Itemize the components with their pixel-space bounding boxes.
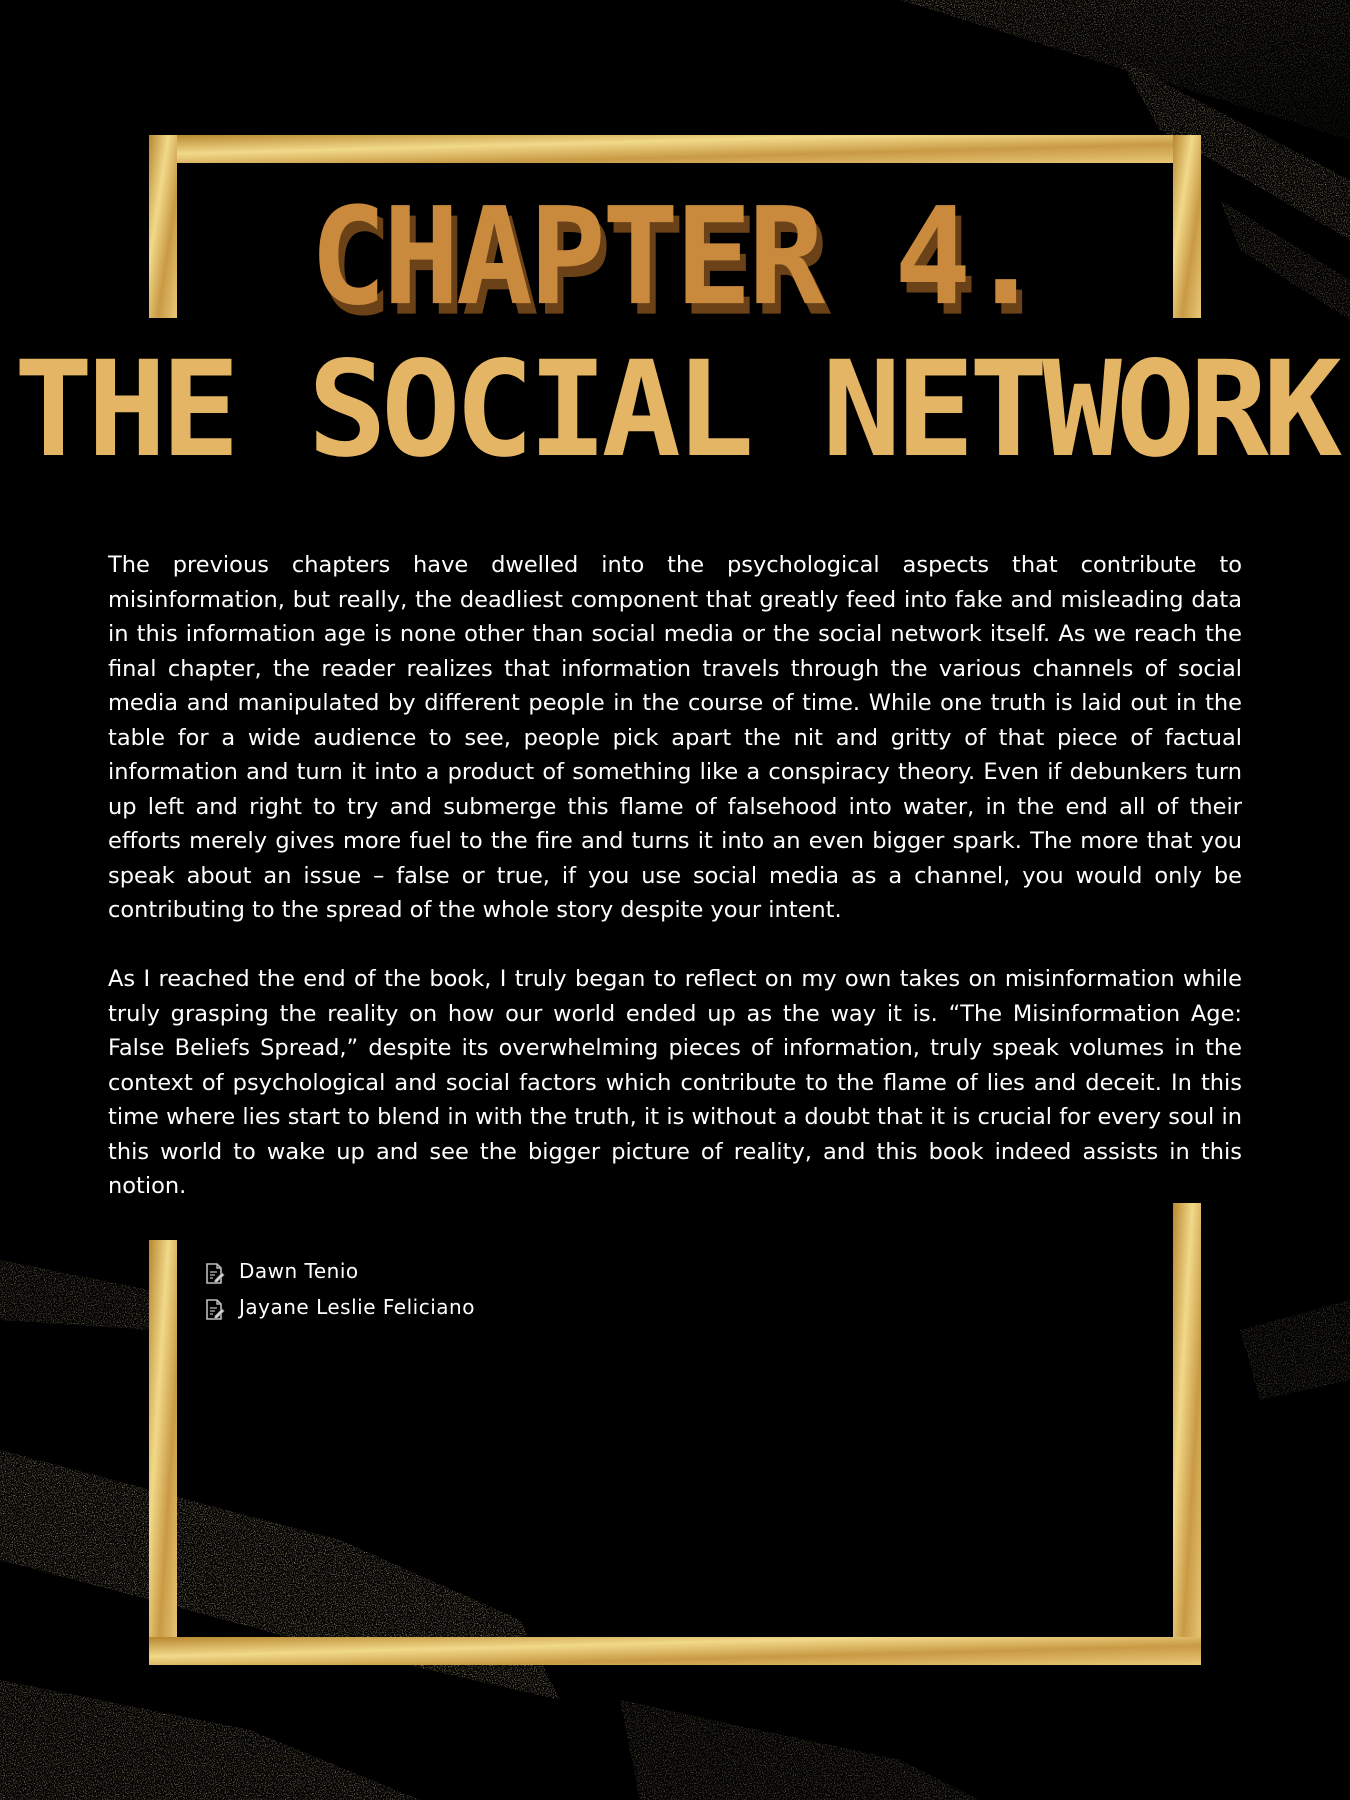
author-name: Jayane Leslie Feliciano [239,1295,475,1319]
edit-document-icon [205,1296,225,1318]
author-item [205,1289,475,1325]
paragraph-1: The previous chapters have dwelled into the psychological aspects that contribute to misinformation, but really, the deadliest component that greatly feed into fake and misleading data in this information age is none other than social media or the social network itself. As we reach the final chapter, the reader realizes that information travels through the various channels of social media and manipulated by different people in the course of time. While one truth is laid out in the table for a wide audience to see, people pick apart the nit and gritty of that piece of factual information and turn it into a product of something like a conspiracy theory. Even if debunkers turn up left and right to try and submerge this flame of falsehood into water, in the end all of their efforts merely gives more fuel to the fire and turns it into an even bigger spark. The more that you speak about an issue – false or true, if you use social media as a channel, you would only be contributing to the spread of the whole story despite your intent. [108,552,1242,923]
chapter-heading: THE SOCIAL NETWORK [13,333,1337,487]
author-list [205,1253,475,1325]
chapter-number: CHAPTER 4. [309,179,1041,336]
edit-document-icon [205,1260,225,1282]
chapter-body [108,548,1242,1238]
paragraph-2: As I reached the end of the book, I truly began to reflect on my own takes on misinformation while truly grasping the reality on how our world ended up as the way it is. “The Misinformation Age: False Beliefs Spread,” despite its overwhelming pieces of information, truly speak volumes in the context of psychological and social factors which contribute to the flame of lies and deceit. In this time where lies start to blend in with the truth, it is without a doubt that it is crucial for every soul in this world to wake up and see the bigger picture of reality, and this book indeed assists in this notion. [108,966,1242,1199]
author-name: Dawn Tenio [239,1259,359,1283]
author-item [205,1253,475,1289]
